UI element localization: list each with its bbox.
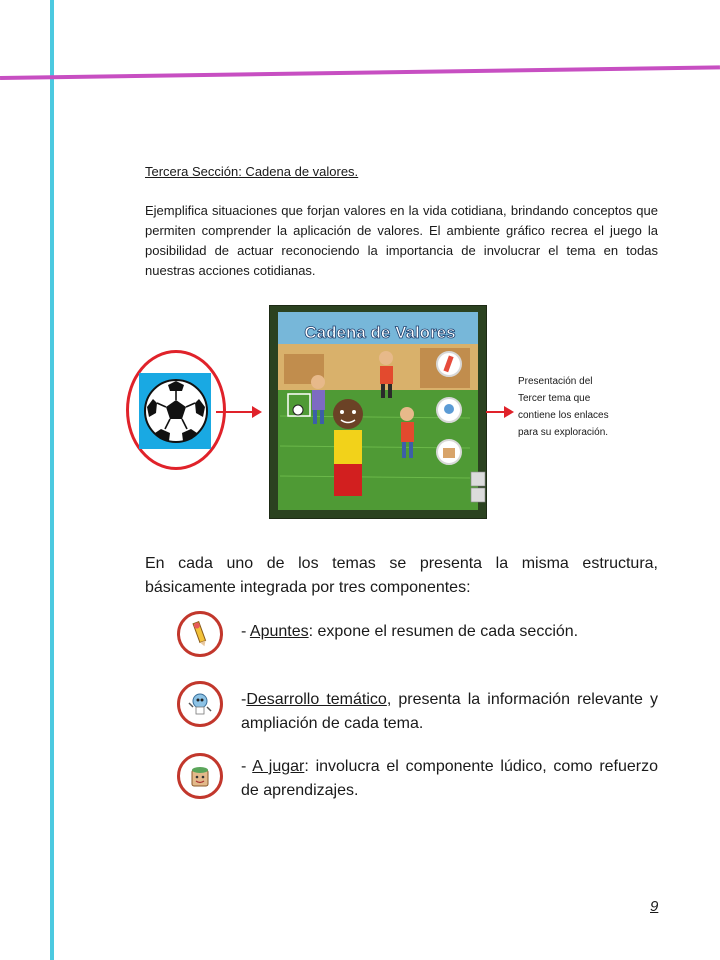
right-arrow [486,411,512,413]
game-title: Cadena de Valores [304,323,456,342]
horizontal-header-rule [0,65,720,80]
component-desarrollo-prefix: - [241,691,247,708]
component-desarrollo-text: , presenta la información relevante y ampliación de cada tema. [241,691,658,732]
section-intro-paragraph: Ejemplifica situaciones que forjan valores en la vida cotidiana, brindando conceptos que permiten comprender la aplicación de valores. El ambiente gráfico recrea el juego la posibilidad de actuar reconociendo la importancia de involucrar el tema en todas nuestras acciones cotidianas. [145,203,658,278]
component-a-jugar-text: : involucra el componente lúdico, como refuerzo de aprendizajes. [241,758,659,799]
left-arrow [216,411,260,413]
component-apuntes [241,620,658,644]
component-a-jugar-keyword: A jugar [252,758,305,775]
component-a-jugar [241,755,658,803]
component-apuntes-prefix: - [241,623,250,640]
page-number: 9 [650,898,659,915]
component-apuntes-text: : expone el resumen de cada sección. [308,623,579,640]
component-apuntes-keyword: Apuntes [249,623,309,640]
character-icon [177,681,223,727]
pencil-icon [177,611,223,657]
structure-intro-paragraph: En cada uno de los temas se presenta la misma estructura, básicamente integrada por tres componentes: [145,555,658,596]
soccer-ball-icon [139,373,211,449]
component-a-jugar-prefix: - [241,758,253,775]
section-title: Tercera Sección: Cadena de valores. [145,164,359,179]
component-desarrollo [241,688,658,736]
component-desarrollo-keyword: Desarrollo temático [246,691,387,708]
game-screenshot [270,306,486,518]
cup-icon [177,753,223,799]
vertical-margin-rule [50,0,54,960]
figure-caption: Presentación del Tercer tema que contiene los enlaces para su exploración. [518,376,609,438]
